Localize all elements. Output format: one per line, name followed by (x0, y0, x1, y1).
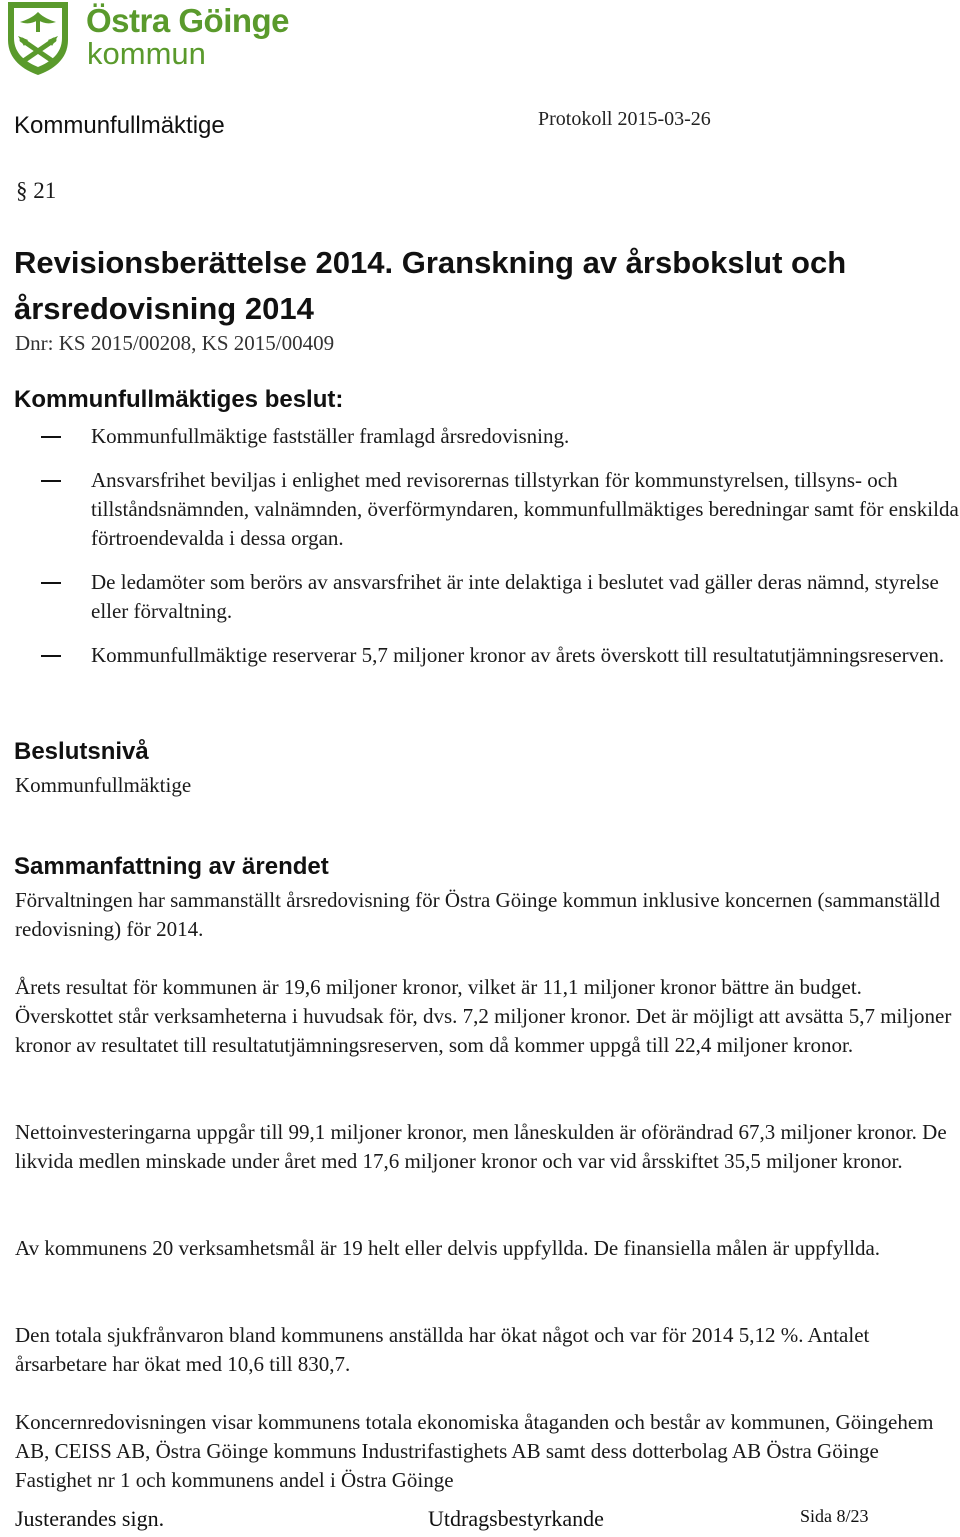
summary-paragraph: Årets resultat för kommunen är 19,6 miljoner kronor, vilket är 11,1 miljoner kronor bättre än budget. Överskottet står verksamheterna i huvudsak för, dvs. 7,2 miljoner kronor. Det är möjligt att avsätta 5,7 miljoner kronor av resultatet till resultatutjämningsreserven, som då kommer uppgå till 22,4 miljoner kronor. (15, 975, 952, 1057)
decision-item-text: Ansvarsfrihet beviljas i enlighet med revisorernas tillstyrkan för kommunstyrelsen, tillsyns- och tillståndsnämnden, valnämnden, överförmyndaren, kommunfullmäktiges beredningar samt för enskilda förtroendevalda i dessa organ. (91, 468, 959, 550)
summary-paragraph: Koncernredovisningen visar kommunens totala ekonomiska åtaganden och består av kommunen, Göingehem AB, CEISS AB, Östra Göinge kommuns Industrifastighets AB samt dess dotterbolag AB Östra Göinge Fastighet nr 1 och kommunens andel i Östra Göinge (15, 1410, 934, 1492)
decision-item-text: Kommunfullmäktige reserverar 5,7 miljoner kronor av årets överskott till resultatutjämningsreserven. (91, 643, 945, 667)
decision-item (0, 568, 960, 626)
decision-item-text: Kommunfullmäktige fastställer framlagd årsredovisning. (91, 424, 570, 448)
decision-heading: Kommunfullmäktiges beslut: (14, 386, 344, 413)
decision-item (0, 422, 960, 451)
summary-paragraph: Av kommunens 20 verksamhetsmål är 19 helt eller delvis uppfyllda. De finansiella målen är uppfyllda. (15, 1236, 881, 1260)
header-body-name: Kommunfullmäktige (14, 112, 225, 139)
decision-item (0, 641, 960, 670)
decision-list (0, 422, 960, 685)
coat-of-arms-icon (6, 0, 70, 76)
logo-name-line2: kommun (87, 36, 206, 71)
page-title: Revisionsberättelse 2014. Granskning av årsbokslut och årsredovisning 2014 (14, 245, 847, 326)
page-number: Sida 8/23 (800, 1506, 869, 1526)
decision-level-heading: Beslutsnivå (14, 738, 149, 765)
municipality-logo (6, 0, 306, 80)
summary-paragraph: Nettoinvesteringarna uppgår till 99,1 miljoner kronor, men låneskulden är oförändrad 67,3 miljoner kronor. De likvida medlen minskade under året med 17,6 miljoner kronor och var vid årsskiftet 35,5 miljoner kronor. (15, 1120, 947, 1173)
summary-paragraph: Förvaltningen har sammanställt årsredovisning för Östra Göinge kommun inklusive koncernen (sammanställd redovisning) för 2014. (15, 888, 940, 941)
footer-extract-label: Utdragsbestyrkande (428, 1506, 604, 1531)
logo-name-line1: Östra Göinge (86, 2, 290, 39)
decision-item (0, 466, 960, 553)
decision-item-text: De ledamöter som berörs av ansvarsfrihet är inte delaktiga i beslutet vad gäller deras nämnd, styrelse eller förvaltning. (91, 570, 939, 623)
paragraph-number: § 21 (16, 178, 57, 203)
decision-level-value: Kommunfullmäktige (15, 773, 192, 797)
case-number: Dnr: KS 2015/00208, KS 2015/00409 (15, 331, 335, 355)
header-protocol-date: Protokoll 2015-03-26 (538, 108, 711, 130)
summary-paragraph: Den totala sjukfrånvaron bland kommunens anställda har ökat något och var för 2014 5,12 %. Antalet årsarbetare har ökat med 10,6 till 830,7. (15, 1323, 870, 1376)
summary-heading: Sammanfattning av ärendet (14, 853, 329, 880)
footer-signature-label: Justerandes sign. (15, 1506, 165, 1531)
